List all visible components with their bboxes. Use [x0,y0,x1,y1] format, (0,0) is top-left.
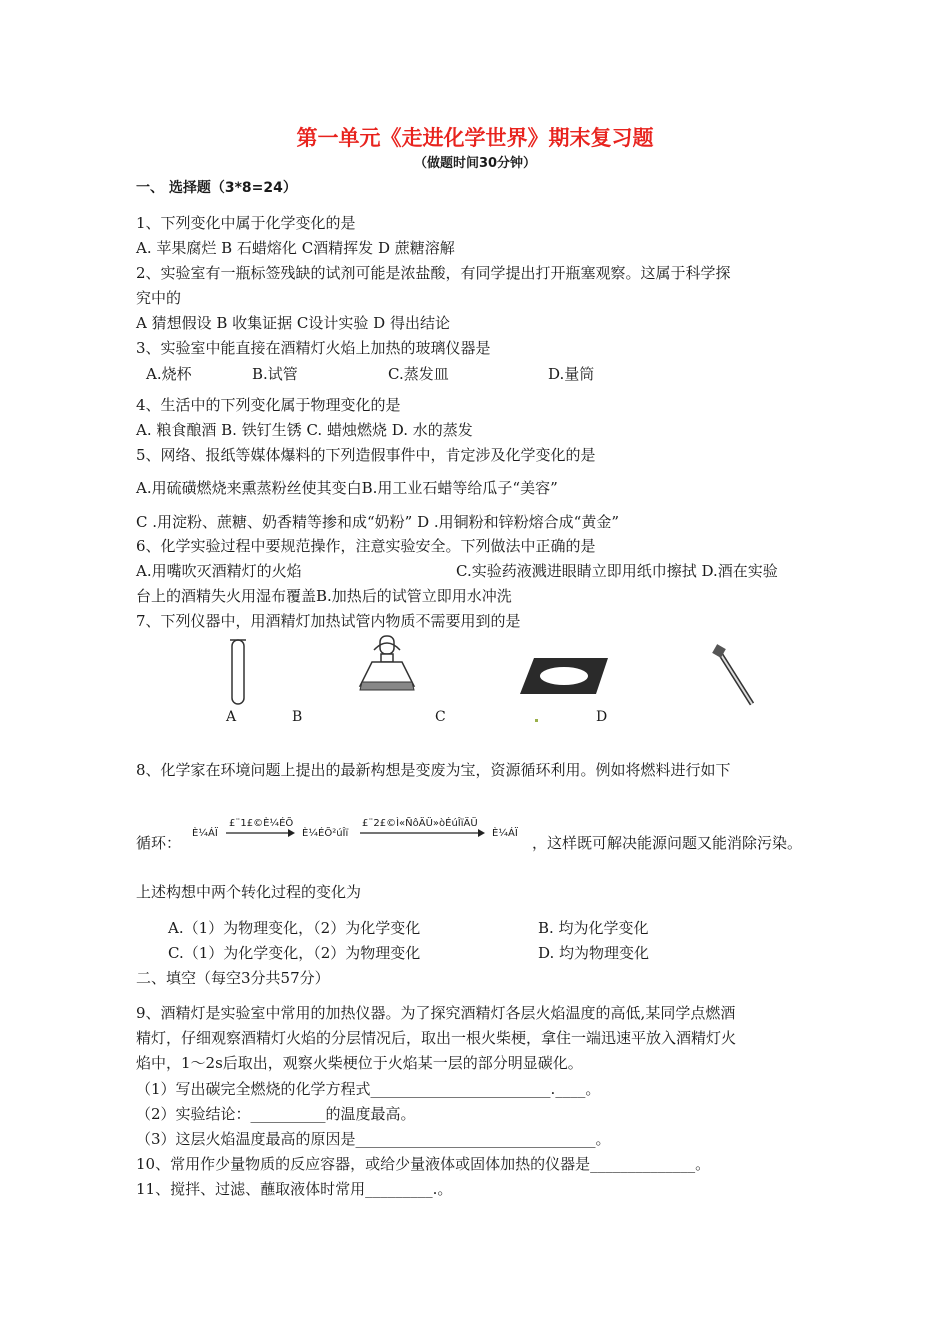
question-1-options: A. 苹果腐烂 B 石蜡熔化 C酒精挥发 D 蔗糖溶解 [136,239,455,257]
question-9-part-1: （1）写出碳完全燃烧的化学方程式________________________.____。 [136,1080,601,1098]
question-9-part-2: （2）实验结论：__________的温度最高。 [136,1105,416,1123]
question-8-follow: 上述构想中两个转化过程的变化为 [136,883,362,901]
question-8-option-c: C.（1）为化学变化，（2）为物理变化 [168,944,421,962]
question-3-stem: 3、实验室中能直接在酒精灯火焰上加热的玻璃仪器是 [136,339,491,357]
question-9-part-3: （3）这层火焰温度最高的原因是________________________________。 [136,1130,611,1148]
question-8-option-d: D. 均为物理变化 [538,944,650,962]
asbestos-gauze-icon [520,658,608,694]
cycle-node-fuel: È¼ÁÏ [192,828,218,839]
question-9-line-2: 精灯，仔细观察酒精灯火焰的分层情况后，取出一根火柴梗，拿住一端迅速平放入酒精灯火 [136,1029,737,1047]
question-3-option-b: B.试管 [252,365,298,383]
test-tube-icon [230,640,246,704]
page-title: 第一单元《走进化学世界》期末复习题 [296,126,654,150]
question-5-stem: 5、网络、报纸等媒体爆料的下列造假事件中，肯定涉及化学变化的是 [136,446,596,464]
question-2-options: A 猜想假设 B 收集证据 C设计实验 D 得出结论 [136,314,450,332]
cycle-arrow-1-label: £¨1£©È¼ÉÕ [229,818,294,829]
alcohol-lamp-icon [360,636,414,690]
cycle-tail-text: ，这样既可解决能源问题又能消除污染。 [532,834,803,852]
section-heading-choice: 一、 选择题（3*8=24） [136,180,297,196]
cycle-node-product: È¼ÉÕ²úÎï [302,828,349,839]
question-10: 10、常用作少量物质的反应容器，或给少量液体或固体加热的仪器是______________。 [136,1155,711,1173]
question-3-option-a: A.烧杯 [146,365,192,383]
page-subtitle: （做题时间30分钟） [413,156,537,171]
question-2-stem: 2、实验室有一瓶标签残缺的试剂可能是浓盐酸，有同学提出打开瓶塞观察。这属于科学探 [136,264,731,282]
question-5-options-cd: C .用淀粉、蔗糖、奶香精等掺和成“奶粉” D .用铜粉和锌粉熔合成“黄金” [136,513,620,531]
cycle-arrow-2 [358,828,486,838]
question-4-stem: 4、生活中的下列变化属于物理变化的是 [136,396,401,414]
stray-dot [535,719,538,722]
cycle-arrow-2-label: £¨2£©Ì«ÑôÄÜ»òÉúÎïÄÜ [362,818,478,829]
question-1-stem: 1、下列变化中属于化学变化的是 [136,214,356,232]
question-8-option-b: B. 均为化学变化 [538,919,649,937]
question-8-stem: 8、化学家在环境问题上提出的最新构想是变废为宝，资源循环利用。例如将燃料进行如下 [136,761,731,779]
question-6-option-line3: 台上的酒精失火用湿布覆盖B.加热后的试管立即用水冲洗 [136,587,512,605]
question-7-stem: 7、下列仪器中，用酒精灯加热试管内物质不需要用到的是 [136,612,521,630]
cycle-arrow-1 [224,828,296,838]
question-6-stem: 6、化学实验过程中要规范操作，注意实验安全。下列做法中正确的是 [136,537,596,555]
question-9-line-3: 焰中，1～2s后取出，观察火柴梗位于火焰某一层的部分明显碳化。 [136,1054,583,1072]
question-2-stem-cont: 究中的 [136,289,182,307]
question-5-options-ab: A.用硫磺燃烧来熏蒸粉丝使其变白B.用工业石蜡等给瓜子“美容” [136,479,558,497]
section-heading-fill: 二、填空（每空3分共57分） [136,969,330,987]
question-8-option-a: A.（1）为物理变化，（2）为化学变化 [168,919,421,937]
question-3-option-d: D.量筒 [548,365,595,383]
apparatus-label-a: A [226,709,237,725]
question-4-options: A. 粮食酿酒 B. 铁钉生锈 C. 蜡烛燃烧 D. 水的蒸发 [136,421,473,439]
cycle-label: 循环： [136,834,182,852]
test-tube-holder-icon [712,644,752,704]
apparatus-figure [0,630,950,710]
question-3-option-c: C.蒸发皿 [388,365,449,383]
apparatus-label-b: B [292,709,303,725]
question-9-line-1: 9、酒精灯是实验室中常用的加热仪器。为了探究酒精灯各层火焰温度的高低,某同学点燃酒 [136,1004,736,1022]
apparatus-label-c: C [435,709,446,725]
apparatus-label-d: D [596,709,608,725]
question-6-option-c: C.实验药液溅进眼睛立即用纸巾擦拭 D.酒在实验 [456,562,778,580]
question-6-option-a: A.用嘴吹灭酒精灯的火焰 [136,562,302,580]
cycle-node-fuel-2: È¼ÁÏ [492,828,518,839]
question-11: 11、搅拌、过滤、蘸取液体时常用_________.。 [136,1180,453,1198]
